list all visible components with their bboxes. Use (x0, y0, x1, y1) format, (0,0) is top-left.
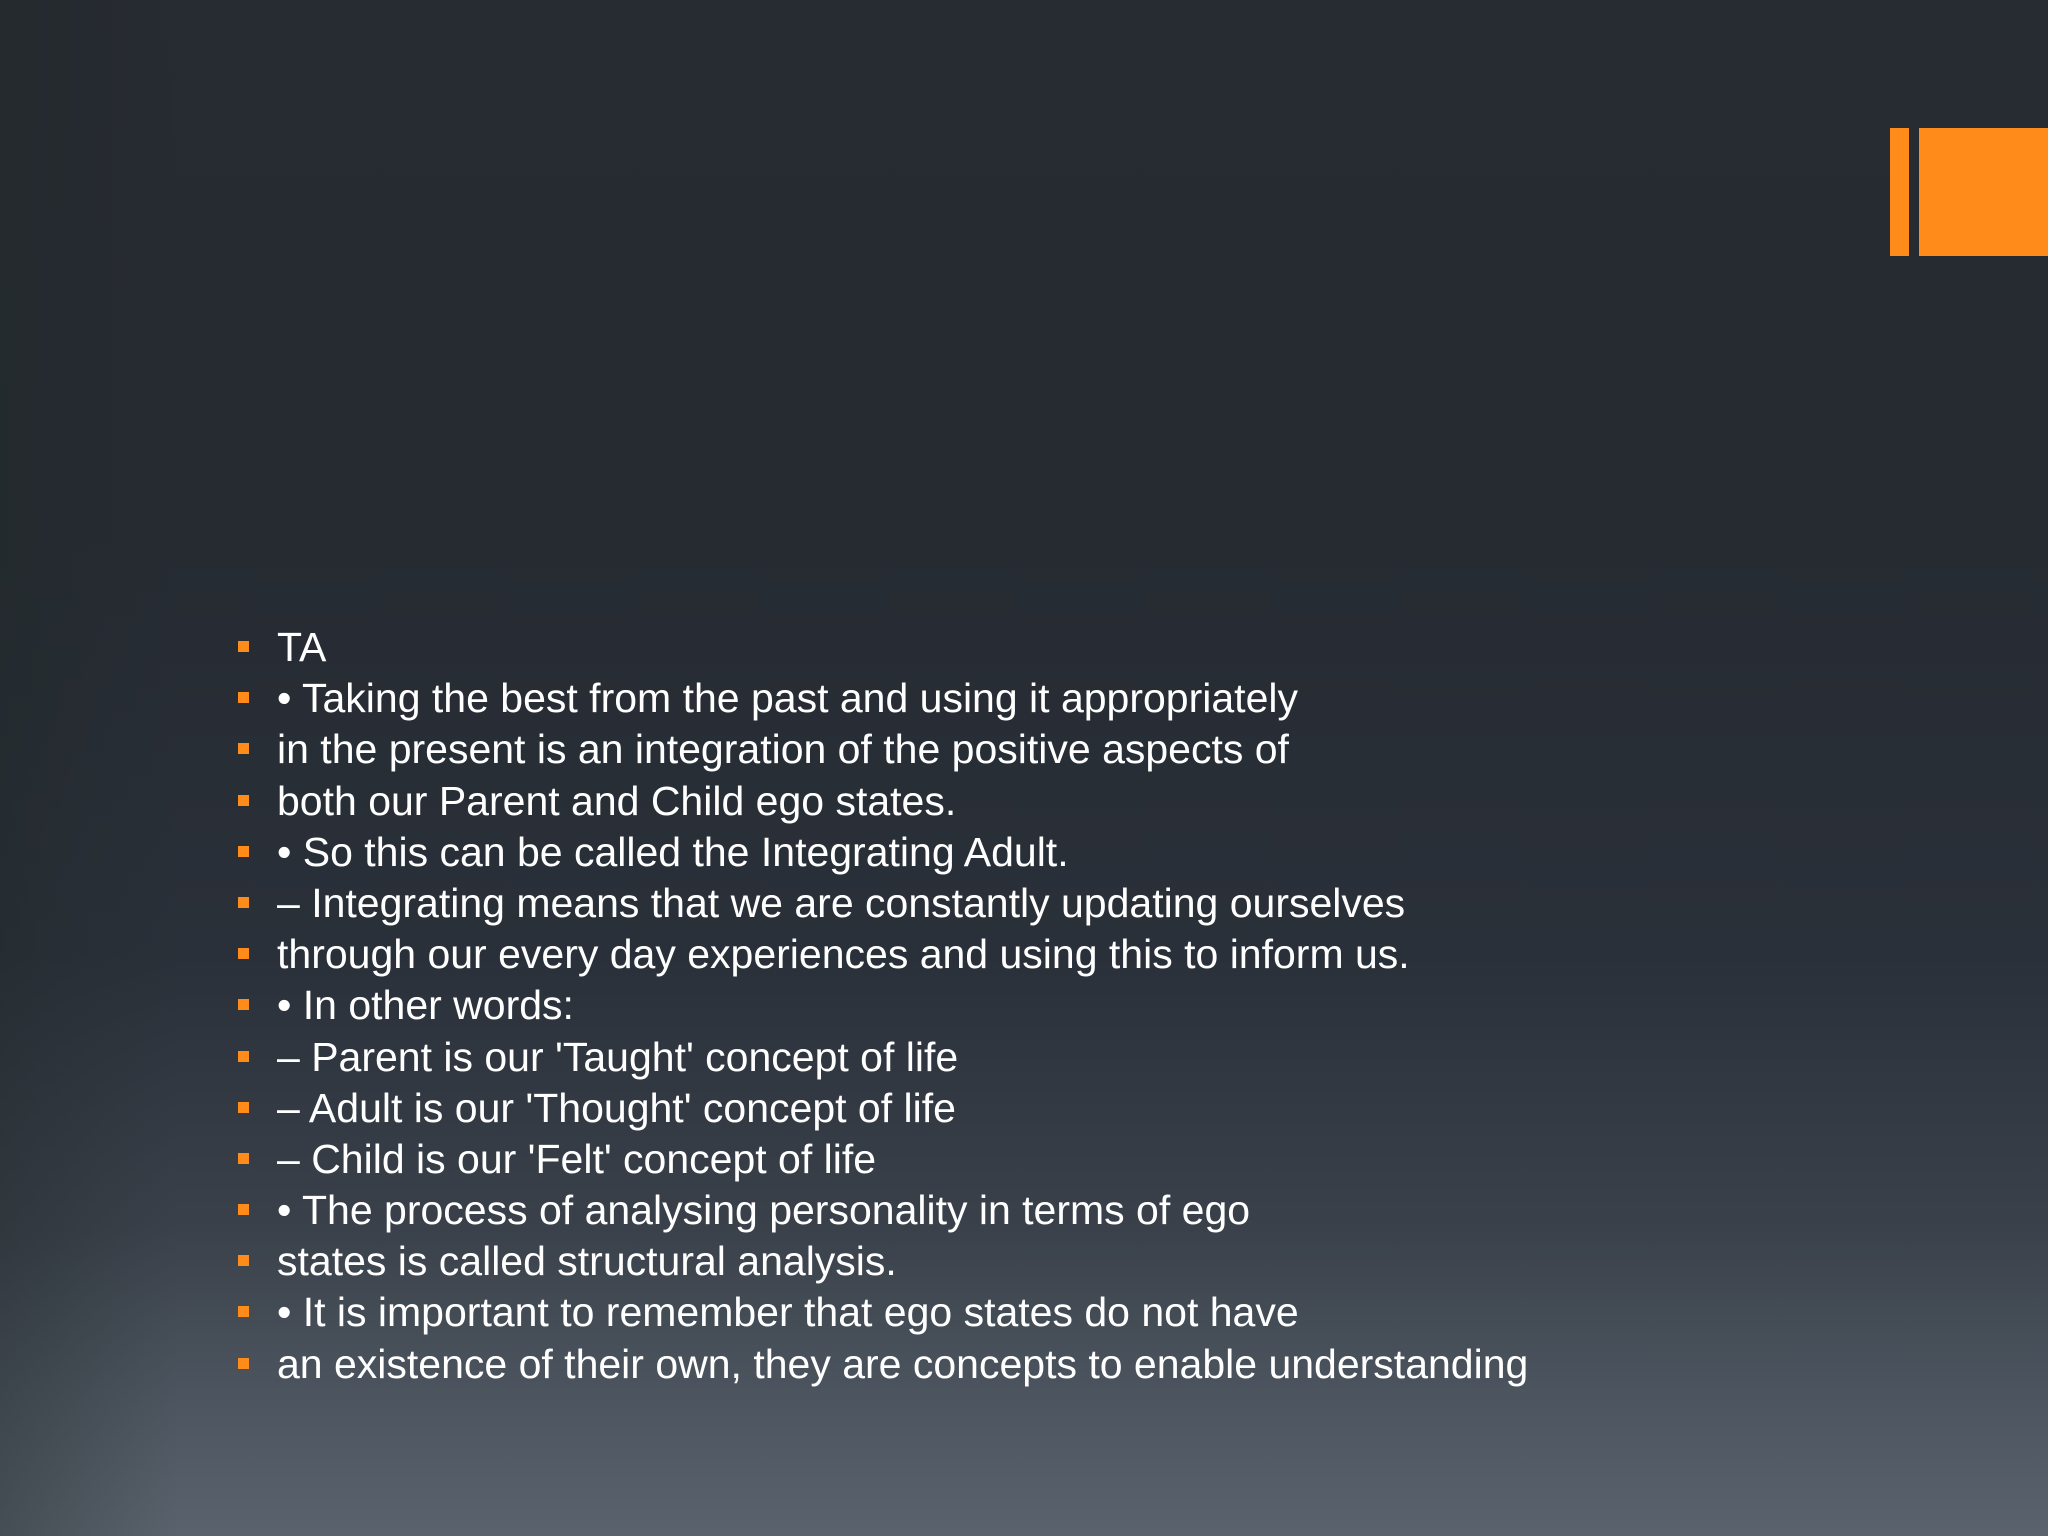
list-item-text: • It is important to remember that ego states do not have (277, 1289, 1299, 1336)
list-item-text: TA (277, 624, 327, 670)
list-item-text: • Taking the best from the past and using it appropriately (277, 675, 1298, 722)
square-bullet-icon (238, 897, 249, 908)
list-item-text: through our every day experiences and using this to inform us. (277, 931, 1410, 978)
list-item (238, 1185, 1528, 1236)
content-list (238, 622, 1528, 1390)
square-bullet-icon (238, 846, 249, 857)
square-bullet-icon (238, 641, 249, 652)
list-item-text: both our Parent and Child ego states. (277, 777, 957, 824)
list-item-text: – Parent is our 'Taught' concept of life (277, 1033, 959, 1080)
list-item (238, 1032, 1528, 1083)
square-bullet-icon (238, 1153, 249, 1164)
square-bullet-icon (238, 948, 249, 959)
list-item-text: – Child is our 'Felt' concept of life (277, 1135, 877, 1182)
list-item (238, 622, 1528, 673)
list-item (238, 1083, 1528, 1134)
accent-bar-thin (1890, 128, 1909, 256)
list-item-text: – Integrating means that we are constantly updating ourselves (277, 879, 1406, 926)
list-item (238, 1287, 1528, 1338)
list-item-text: • So this can be called the Integrating Adult. (277, 828, 1069, 875)
list-item-text: • The process of analysing personality in terms of ego (277, 1187, 1251, 1234)
list-item (238, 980, 1528, 1031)
list-item (238, 1134, 1528, 1185)
square-bullet-icon (238, 1306, 249, 1317)
square-bullet-icon (238, 1102, 249, 1113)
accent-bar-block (1919, 128, 2048, 256)
list-item (238, 929, 1528, 980)
list-item (238, 1236, 1528, 1287)
list-item (238, 673, 1528, 724)
list-item (238, 878, 1528, 929)
square-bullet-icon (238, 999, 249, 1010)
list-item (238, 1339, 1528, 1390)
square-bullet-icon (238, 692, 249, 703)
square-bullet-icon (238, 1255, 249, 1266)
list-item (238, 827, 1528, 878)
list-item-text: states is called structural analysis. (277, 1238, 897, 1285)
list-item (238, 724, 1528, 775)
square-bullet-icon (238, 795, 249, 806)
list-item-text: in the present is an integration of the positive aspects of (277, 726, 1289, 773)
square-bullet-icon (238, 743, 249, 754)
list-item (238, 776, 1528, 827)
square-bullet-icon (238, 1358, 249, 1369)
square-bullet-icon (238, 1204, 249, 1215)
list-item-text: • In other words: (277, 982, 574, 1029)
list-item-text: an existence of their own, they are concepts to enable understanding (277, 1340, 1529, 1387)
list-item-text: – Adult is our 'Thought' concept of life (277, 1084, 956, 1131)
square-bullet-icon (238, 1051, 249, 1062)
